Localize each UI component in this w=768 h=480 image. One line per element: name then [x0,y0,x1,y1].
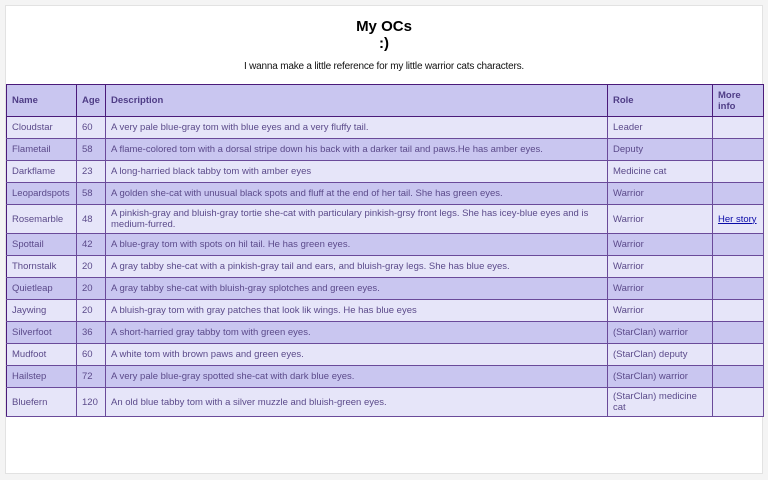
cell-more-info [713,278,764,300]
cell-role: (StarClan) warrior [608,366,713,388]
cell-description: A short-harried gray tabby tom with green eyes. [106,322,608,344]
cell-description: An old blue tabby tom with a silver muzzle and bluish-green eyes. [106,388,608,417]
cell-more-info [713,117,764,139]
cell-name: Spottail [7,234,77,256]
cell-description: A bluish-gray tom with gray patches that look lik wings. He has blue eyes [106,300,608,322]
cell-name: Thornstalk [7,256,77,278]
table-row [7,183,764,205]
table-row [7,344,764,366]
table-row [7,300,764,322]
her-story-link[interactable]: Her story [718,213,757,225]
cell-role: Deputy [608,139,713,161]
cell-description: A pinkish-gray and bluish-gray tortie she-cat with particulary pinkish-grsy front legs. She has icey-blue eyes and is medium-furred. [106,205,608,234]
cell-name: Leopardspots [7,183,77,205]
header-name: Name [7,85,77,117]
cell-name: Cloudstar [7,117,77,139]
table-row [7,322,764,344]
cell-age: 23 [77,161,106,183]
cell-description: A gray tabby she-cat with bluish-gray splotches and green eyes. [106,278,608,300]
cell-role: Warrior [608,234,713,256]
cell-description: A long-harried black tabby tom with amber eyes [106,161,608,183]
cell-role: (StarClan) deputy [608,344,713,366]
cell-role: Warrior [608,183,713,205]
characters-table [6,84,764,417]
cell-description: A very pale blue-gray tom with blue eyes and a very fluffy tail. [106,117,608,139]
table-row [7,278,764,300]
cell-more-info [713,139,764,161]
cell-description: A flame-colored tom with a dorsal stripe down his back with a darker tail and paws.He has amber eyes. [106,139,608,161]
cell-more-info [713,161,764,183]
cell-name: Jaywing [7,300,77,322]
cell-role: Warrior [608,205,713,234]
cell-more-info [713,322,764,344]
page-container [5,5,763,474]
cell-more-info [713,183,764,205]
header-role: Role [608,85,713,117]
cell-description: A white tom with brown paws and green eyes. [106,344,608,366]
cell-more-info [713,344,764,366]
table-row [7,161,764,183]
cell-age: 58 [77,183,106,205]
cell-age: 20 [77,256,106,278]
cell-more-info [713,366,764,388]
cell-name: Quietleap [7,278,77,300]
cell-description: A blue-gray tom with spots on hil tail. He has green eyes. [106,234,608,256]
header-more-info: More info [713,85,764,117]
cell-name: Bluefern [7,388,77,417]
cell-name: Darkflame [7,161,77,183]
table-row [7,234,764,256]
cell-role: Warrior [608,300,713,322]
cell-more-info [713,205,764,234]
cell-age: 20 [77,300,106,322]
table-row [7,388,764,417]
cell-age: 42 [77,234,106,256]
table-row [7,205,764,234]
cell-description: A golden she-cat with unusual black spots and fluff at the end of her tail. She has green eyes. [106,183,608,205]
cell-description: A gray tabby she-cat with a pinkish-gray tail and ears, and bluish-gray legs. She has blue eyes. [106,256,608,278]
cell-more-info [713,300,764,322]
header-description: Description [106,85,608,117]
page-title [6,18,762,52]
cell-age: 48 [77,205,106,234]
cell-role: Warrior [608,256,713,278]
cell-age: 72 [77,366,106,388]
cell-name: Hailstep [7,366,77,388]
title-line-2: :) [379,35,389,52]
cell-role: (StarClan) medicine cat [608,388,713,417]
page-subtitle: I wanna make a little reference for my little warrior cats characters. [244,61,524,72]
cell-age: 20 [77,278,106,300]
cell-more-info [713,256,764,278]
cell-role: (StarClan) warrior [608,322,713,344]
cell-more-info [713,234,764,256]
table-row [7,139,764,161]
header-age: Age [77,85,106,117]
table-header-row [7,85,764,117]
table-row [7,256,764,278]
cell-role: Warrior [608,278,713,300]
cell-name: Flametail [7,139,77,161]
cell-name: Silverfoot [7,322,77,344]
table-row [7,117,764,139]
cell-role: Leader [608,117,713,139]
cell-name: Mudfoot [7,344,77,366]
cell-description: A very pale blue-gray spotted she-cat with dark blue eyes. [106,366,608,388]
cell-name: Rosemarble [7,205,77,234]
cell-age: 60 [77,344,106,366]
cell-more-info [713,388,764,417]
title-line-1: My OCs [356,18,412,35]
cell-role: Medicine cat [608,161,713,183]
cell-age: 36 [77,322,106,344]
cell-age: 60 [77,117,106,139]
cell-age: 120 [77,388,106,417]
table-row [7,366,764,388]
cell-age: 58 [77,139,106,161]
